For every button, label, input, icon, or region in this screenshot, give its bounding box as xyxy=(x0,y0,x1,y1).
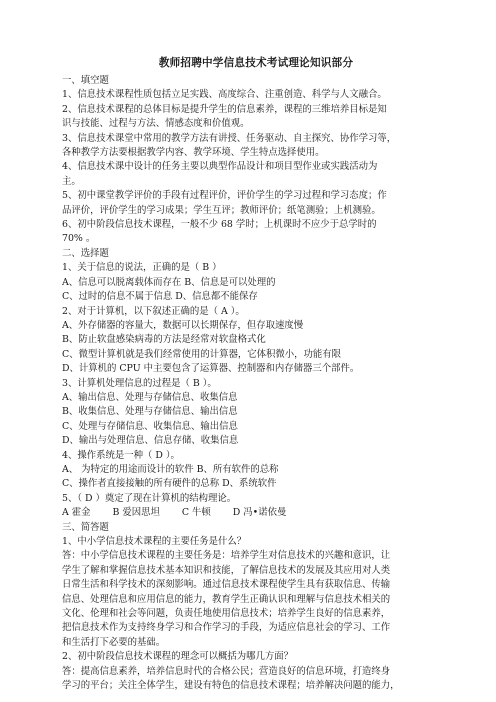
text-line: 答：中小学信息技术课程的主要任务是：培养学生对信息技术的兴趣和意识，让 xyxy=(62,550,391,562)
text-line: D、计算机的 CPU 中主要包含了运算器、控制器和内存储器三个部件。 xyxy=(62,363,360,375)
fill-in-section xyxy=(62,88,450,246)
text-line: 信息、处理信息和应用信息的能力，教育学生正确认识和理解与信息技术相关的 xyxy=(62,593,391,605)
text-line: 学习的平台；关注全体学生，建设有特色的信息技术课程；培养解决问题的能力， xyxy=(62,680,400,692)
text-line: 2、初中阶段信息技术课程的理念可以概括为哪几方面？ xyxy=(62,651,293,663)
text-line: 品评价，评价学生的学习成果；学生互评；教师评价；纸笔测验；上机测验。 xyxy=(62,204,381,216)
text-line: 日常生活和科学技术的深刻影响。通过信息技术课程使学生具有获取信息、传输 xyxy=(62,579,391,591)
section-heading-choice: 二、选择题 xyxy=(62,247,109,259)
text-line: 5、初中课堂教学评价的手段有过程评价，评价学生的学习过程和学习态度；作 xyxy=(62,190,387,202)
text-line: 5、（ D ）奠定了现在计算机的结构理论。 xyxy=(62,492,237,504)
text-line: A、外存储器的容量大，数据可以长期保存，但存取速度慢 xyxy=(62,319,304,331)
option-c: C 牛顿 xyxy=(181,507,211,519)
section-heading-short-answer: 三、简答题 xyxy=(62,521,109,533)
text-line: 6、初中阶段信息技术课程，一般不少 68 学时；上机课时不应少于总学时的 xyxy=(62,219,377,231)
choice-section xyxy=(62,261,450,520)
text-line: 1、中小学信息技术课程的主要任务是什么？ xyxy=(62,536,247,547)
text-line: 和生活打下必要的基础。 xyxy=(62,636,166,648)
short-answer-section xyxy=(62,535,450,693)
text-line: 3、计算机处理信息的过程是（ B ）。 xyxy=(62,377,217,389)
text-line: 1、信息技术课程性质包括立足实践、高度综合、注重创造、科学与人文融合。 xyxy=(62,89,387,101)
option-d: D 冯•诺依曼 xyxy=(232,507,287,519)
text-line: C、处理与存储信息、收集信息、输出信息 xyxy=(62,420,238,432)
option-a: A 霍金 xyxy=(62,507,91,519)
text-line: C、微型计算机就是我们经常使用的计算器，它体积微小，功能有限 xyxy=(62,348,342,360)
text-line: D、输出与处理信息、信息存储、收集信息 xyxy=(62,435,239,447)
text-line: A、输出信息、处理与存储信息、收集信息 xyxy=(62,391,238,403)
text-line: 各种教学方法要根据教学内容、教学环境、学生特点选择使用。 xyxy=(62,147,325,159)
text-line: 把信息技术作为支持终身学习和合作学习的手段，为适应信息社会的学习、工作 xyxy=(62,622,391,634)
text-line: A、 为特定的用途而设计的软件 B、所有软件的总称 xyxy=(62,463,279,475)
section-heading-fill: 一、填空题 xyxy=(62,75,109,86)
text-line: 2、对于计算机，以下叙述正确的是（ A ）。 xyxy=(62,305,245,317)
text-line: 1、关于信息的说法，正确的是（ B ） xyxy=(62,262,222,274)
text-line: 学生了解和掌握信息技术基本知识和技能，了解信息技术的发展及其应用对人类 xyxy=(62,564,391,576)
text-line: B、收集信息、处理与存储信息、输出信息 xyxy=(62,406,238,418)
text-line: A、信息可以脱离载体而存在 B、信息是可以处理的 xyxy=(62,276,276,288)
text-line: 4、信息技术课中设计的任务主要以典型作品设计和项目型作业或实践活动为 xyxy=(62,161,378,173)
text-line: 4、操作系统是一种（ D ）。 xyxy=(62,449,180,461)
text-line: 文化、伦理和社会等问题，负责任地使用信息技术；培养学生良好的信息素养， xyxy=(62,608,391,620)
text-line: 主。 xyxy=(62,175,81,187)
text-line: C、操作者直接接触的所有硬件的总称 D、系统软件 xyxy=(62,478,277,490)
text-line: 答：提高信息素养，培养信息时代的合格公民；营造良好的信息环境，打造终身 xyxy=(62,665,391,677)
text-line: B、防止软盘感染病毒的方法是经常对软盘格式化 xyxy=(62,334,266,346)
option-b: B 爱因思坦 xyxy=(112,507,160,519)
options-row xyxy=(62,506,450,520)
text-line: C、过时的信息不属于信息 D、信息都不能保存 xyxy=(62,291,258,303)
page-title: 教师招聘中学信息技术考试理论知识部分 xyxy=(158,57,354,69)
text-line: 3、信息技术课堂中常用的教学方法有讲授、任务驱动、自主探究、协作学习等， xyxy=(62,132,397,144)
text-line: 2、信息技术课程的总体目标是提升学生的信息素养，课程的三维培养目标是知 xyxy=(62,103,387,115)
text-line: 识与技能、过程与方法、情感态度和价值观。 xyxy=(62,118,250,130)
text-line: 70% 。 xyxy=(62,233,96,245)
